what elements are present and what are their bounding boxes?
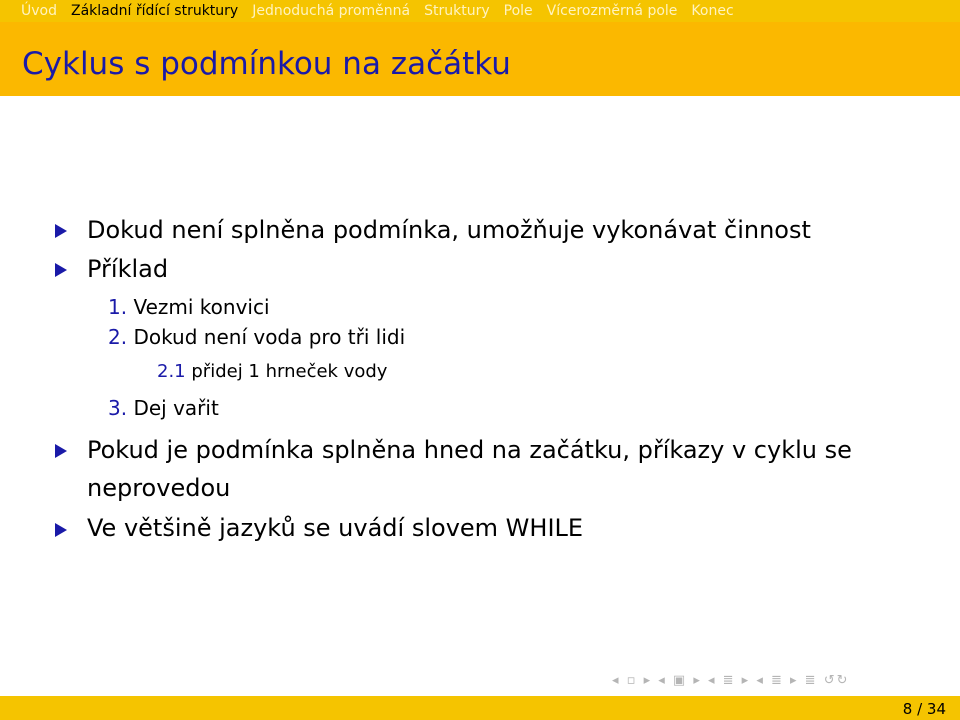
nav-item-vicerozmerna-pole[interactable]: Vícerozměrná pole [546, 3, 678, 19]
footer-bar [0, 696, 960, 720]
page-number: 8 / 34 [902, 700, 946, 718]
beamer-navigation-icons[interactable]: ◂ ▫ ▸ ◂ ▣ ▸ ◂ ≣ ▸ ◂ ≣ ▸ ≣ ↺↻ [612, 673, 850, 688]
nav-item-zakladni-ridici-struktury[interactable]: Základní řídící struktury [70, 3, 239, 19]
nav-item-konec[interactable]: Konec [691, 3, 734, 19]
bullet-triangle-icon [55, 523, 67, 537]
nav-item-jednoducha-promenna[interactable]: Jednoduchá proměnná [252, 3, 411, 19]
step-2 [108, 325, 405, 349]
step-text: Dokud není voda pro tři lidi [133, 325, 406, 349]
step-text: přidej 1 hrneček vody [191, 361, 388, 382]
bullet-triangle-icon [55, 263, 67, 277]
step-number: 3. [108, 396, 128, 420]
slide-title: Cyklus s podmínkou na začátku [22, 46, 511, 82]
bullet-text-4: Ve většině jazyků se uvádí slovem WHILE [87, 514, 584, 542]
step-1 [108, 295, 270, 319]
nav-item-uvod[interactable]: Úvod [21, 3, 57, 19]
step-3 [108, 396, 219, 420]
step-number: 2.1 [157, 361, 186, 382]
bullet-triangle-icon [55, 224, 67, 238]
bullet-text-3-line-2: neprovedou [87, 474, 231, 502]
nav-item-struktury[interactable]: Struktury [424, 3, 490, 19]
nav-item-pole[interactable]: Pole [503, 3, 533, 19]
bullet-text-1: Dokud není splněna podmínka, umožňuje vykonávat činnost [87, 216, 811, 244]
step-text: Vezmi konvici [133, 295, 270, 319]
step-number: 2. [108, 325, 128, 349]
bullet-triangle-icon [55, 444, 67, 458]
step-2-1 [157, 361, 387, 382]
step-text: Dej vařit [133, 396, 219, 420]
bullet-text-2: Příklad [87, 255, 169, 283]
bullet-text-3-line-1: Pokud je podmínka splněna hned na začátku, příkazy v cyklu se [87, 436, 852, 464]
step-number: 1. [108, 295, 128, 319]
